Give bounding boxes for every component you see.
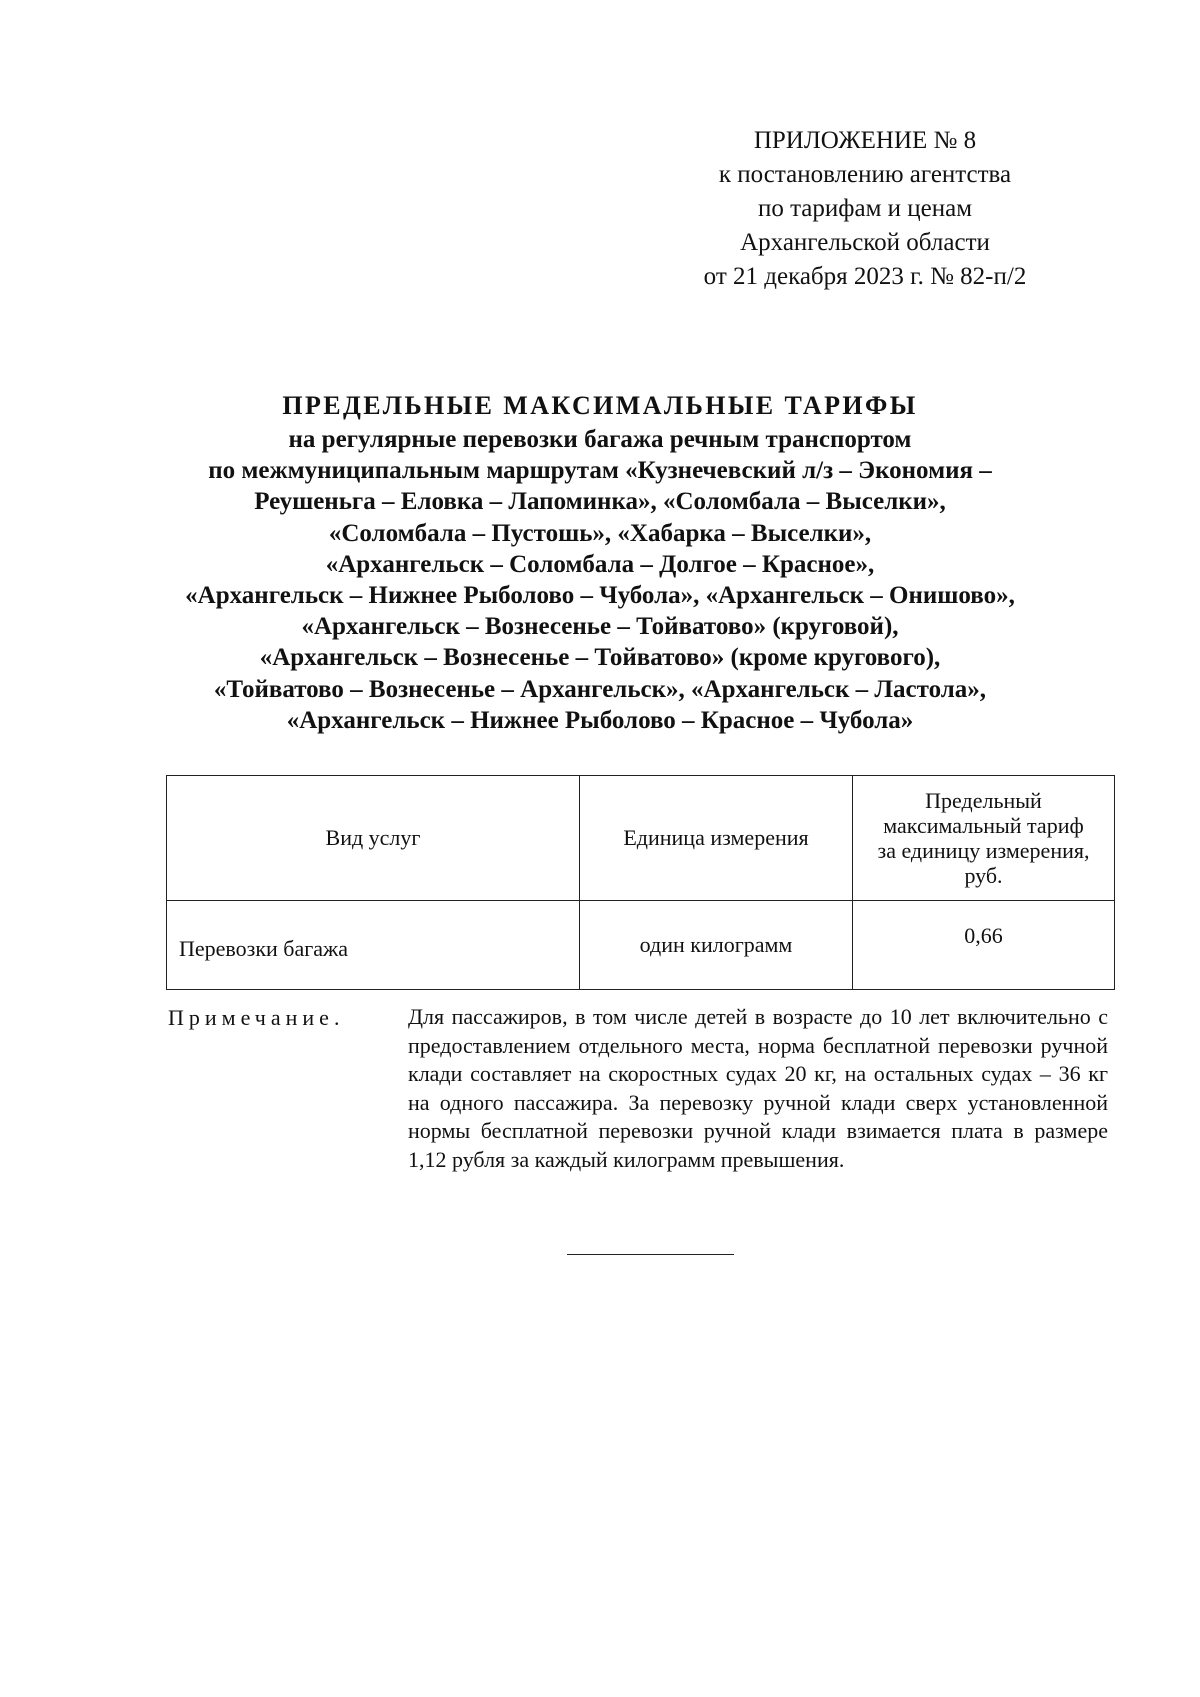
table-row — [167, 901, 1115, 990]
cell-tariff: 0,66 — [853, 901, 1115, 990]
note-label: Примечание. — [168, 1005, 345, 1030]
title-line: «Соломбала – Пустошь», «Хабарка – Выселки», — [328, 519, 872, 547]
title-line: «Архангельск – Соломбала – Долгое – Красное», — [325, 550, 875, 578]
document-title: ПРЕДЕЛЬНЫЕ МАКСИМАЛЬНЫЕ ТАРИФЫ — [282, 391, 918, 420]
title-line: «Архангельск – Вознесенье – Тойватово» (круговой), — [301, 613, 899, 641]
end-divider — [567, 1254, 734, 1255]
cell-service: Перевозки багажа — [167, 901, 580, 990]
header-service: Вид услуг — [167, 776, 580, 901]
note-text: Для пассажиров, в том числе детей в возрасте до 10 лет включительно с предоставлением отдельного места, норма бесплатной перевозки ручной клади составляет на скоростных судах 20 кг, на остальных судах – 36 кг на одного пассажира. За перевозку ручной клади сверх установленной нормы бесплатной перевозки ручной клади взимается плата в размере 1,12 рубля за каждый килограмм превышения. — [408, 1004, 1108, 1172]
appendix-reference-line: к постановлению агентства — [718, 161, 1012, 188]
appendix-region-line: Архангельской области — [740, 229, 990, 256]
appendix-agency-line: по тарифам и ценам — [757, 195, 973, 222]
title-line: «Архангельск – Нижнее Рыболово – Чубола», «Архангельск – Онишово», — [185, 582, 1015, 610]
header-unit: Единица измерения — [580, 776, 853, 901]
title-line: по межмуниципальным маршрутам «Кузнечевский л/з – Экономия – — [208, 457, 992, 485]
header-tariff-line: максимальный тариф — [883, 813, 1084, 838]
header-tariff-line: руб. — [964, 863, 1003, 888]
title-line: «Тойватово – Вознесенье – Архангельск», «Архангельск – Ластола», — [213, 675, 987, 703]
appendix-number: ПРИЛОЖЕНИЕ № 8 — [753, 127, 977, 154]
appendix-header — [600, 124, 1130, 294]
appendix-date-line: от 21 декабря 2023 г. № 82-п/2 — [703, 263, 1027, 290]
table-header-row — [167, 776, 1115, 901]
header-tariff-line: за единицу измерения, — [877, 838, 1090, 863]
title-line: «Архангельск – Нижнее Рыболово – Красное – Чубола» — [286, 706, 914, 734]
title-line: на регулярные перевозки багажа речным транспортом — [288, 426, 912, 453]
header-tariff — [853, 776, 1115, 901]
document-title-block — [120, 388, 1080, 736]
title-line: Реушеньга – Еловка – Лапоминка», «Соломбала – Выселки», — [254, 488, 946, 516]
header-tariff-line: Предельный — [925, 788, 1042, 813]
title-line: «Архангельск – Вознесенье – Тойватово» (кроме кругового), — [259, 644, 941, 672]
tariff-table — [166, 775, 1115, 990]
cell-unit: один килограмм — [580, 901, 853, 990]
